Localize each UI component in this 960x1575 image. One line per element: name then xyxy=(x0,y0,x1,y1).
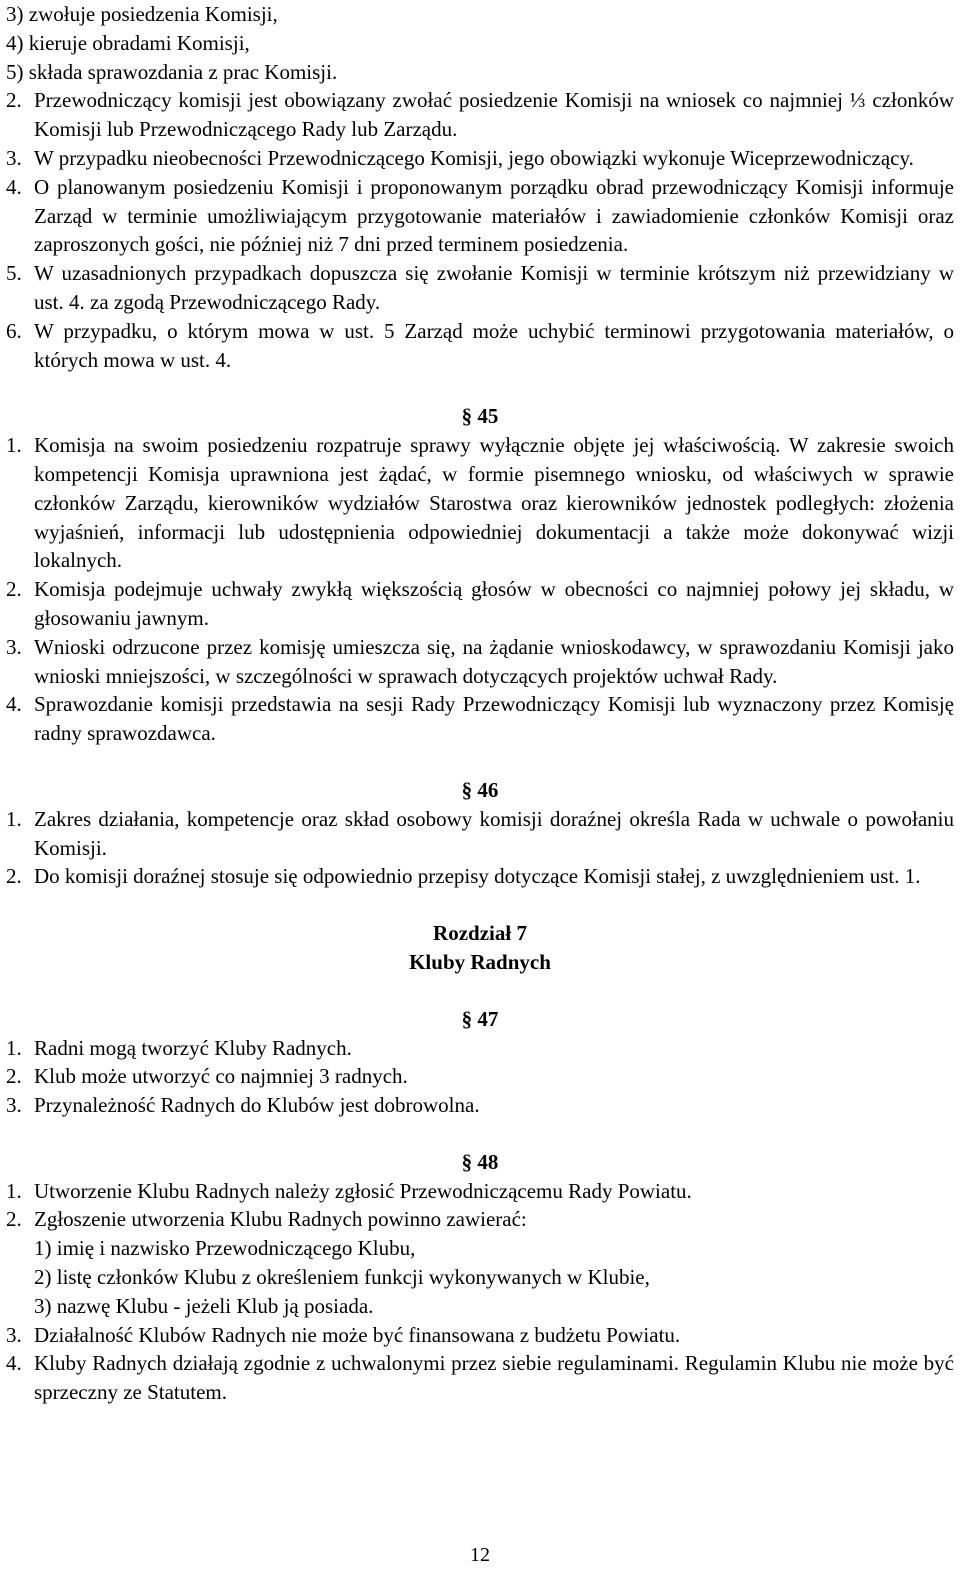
document-page xyxy=(6,0,954,1407)
point-text: O planowanym posiedzeniu Komisji i proponowanym porządku obrad przewodniczący Komisji informuje Zarząd w terminie umożliwiającym przygotowanie materiałów i zawiadomienie członków Komisji oraz zaproszonych gości, nie później niż 7 dni przed terminem posiedzenia. xyxy=(34,174,954,257)
list-item xyxy=(6,1177,954,1206)
point-text: Zgłoszenie utworzenia Klubu Radnych powinno zawierać: xyxy=(34,1207,527,1232)
list-item xyxy=(6,1205,954,1234)
point-number: 4. xyxy=(6,174,22,199)
point-text: Komisja podejmuje uchwały zwykłą większością głosów w obecności co najmniej połowy jej składu, w głosowaniu jawnym. xyxy=(34,577,954,630)
paragraph-45-points xyxy=(6,431,954,748)
point-text: W uzasadnionych przypadkach dopuszcza się zwołanie Komisji w terminie krótszym niż przewidziany w ust. 4. za zgodą Przewodniczącego Rady. xyxy=(34,261,954,314)
paragraph-46-title: § 46 xyxy=(461,777,499,802)
sub-item: 1) imię i nazwisko Przewodniczącego Klubu, xyxy=(34,1236,416,1261)
paragraph-48-title: § 48 xyxy=(461,1149,499,1174)
point-text: Przewodniczący komisji jest obowiązany zwołać posiedzenie Komisji na wniosek co najmniej ⅓ członków Komisji lub Przewodniczącego Rady lub Zarządu. xyxy=(34,88,954,142)
list-item xyxy=(6,86,954,144)
list-item xyxy=(6,431,954,575)
paragraph-47-title: § 47 xyxy=(461,1006,499,1031)
point-text: Do komisji doraźnej stosuje się odpowiednio przepisy dotyczące Komisji stałej, z uwzględnieniem ust. 1. xyxy=(34,864,921,889)
chapter-title: Kluby Radnych xyxy=(409,949,551,974)
point-number: 4. xyxy=(6,1351,22,1376)
paragraph-47-points xyxy=(6,1034,954,1120)
point-text: Klub może utworzyć co najmniej 3 radnych. xyxy=(34,1064,408,1089)
list-item xyxy=(6,575,954,633)
point-text: W przypadku, o którym mowa w ust. 5 Zarząd może uchybić terminowi przygotowania materiałów, o których mowa w ust. 4. xyxy=(34,318,954,372)
point-number: 3. xyxy=(6,634,22,659)
point-text: Przynależność Radnych do Klubów jest dobrowolna. xyxy=(34,1093,480,1118)
list-item: 5) składa sprawozdania z prac Komisji. xyxy=(6,59,338,84)
list-item: 4) kieruje obradami Komisji, xyxy=(6,30,250,55)
list-item xyxy=(6,805,954,863)
point-number: 6. xyxy=(6,318,22,343)
point-number: 2. xyxy=(6,577,22,602)
point-text: Działalność Klubów Radnych nie może być finansowana z budżetu Powiatu. xyxy=(34,1322,681,1347)
point-number: 5. xyxy=(6,261,22,286)
list-item xyxy=(6,633,954,691)
list-item xyxy=(6,862,954,891)
list-item xyxy=(6,259,954,317)
spacer xyxy=(6,891,954,919)
paragraph-45-title: § 45 xyxy=(461,404,499,429)
point-number: 1. xyxy=(6,806,22,831)
point-number: 2. xyxy=(6,864,22,889)
chapter-number: Rozdział 7 xyxy=(433,921,527,946)
list-item xyxy=(6,317,954,375)
point-text: Wnioski odrzucone przez komisję umieszcza się, na żądanie wnioskodawcy, w sprawozdaniu Komisji jako wnioski mniejszości, w szczególności w sprawach dotyczących projektów uchwał Rady. xyxy=(34,634,954,688)
list-item xyxy=(6,144,954,173)
point-text: Komisja na swoim posiedzeniu rozpatruje sprawy wyłącznie objęte jej właściwością. W zakresie swoich kompetencji Komisja uprawniona jest żądać, w formie pisemnego wniosku, od właściwych w sprawie członków Zarządu, kierowników wydziałów Starostwa oraz kierowników jednostek podległych: złożenia wyjaśnień, informacji lub udostępnienia odpowiedniej dokumentacji a także może dokonywać wizji lokalnych. xyxy=(34,433,954,573)
point-number: 2. xyxy=(6,88,22,113)
list-item xyxy=(6,1234,954,1263)
paragraph-48-points xyxy=(6,1177,954,1407)
list-item xyxy=(6,1091,954,1120)
list-item xyxy=(6,1034,954,1063)
point-text: Utworzenie Klubu Radnych należy zgłosić Przewodniczącemu Rady Powiatu. xyxy=(34,1178,692,1203)
list-item xyxy=(6,1321,954,1350)
point-text: Sprawozdanie komisji przedstawia na sesji Rady Przewodniczący Komisji lub wyznaczony przez Komisję radny sprawozdawca. xyxy=(34,692,954,746)
sub-item: 2) listę członków Klubu z określeniem funkcji wykonywanych w Klubie, xyxy=(34,1265,650,1290)
list-item xyxy=(6,1349,954,1407)
top-list xyxy=(6,0,954,86)
paragraph-46-points xyxy=(6,805,954,891)
point-text: Radni mogą tworzyć Kluby Radnych. xyxy=(34,1035,352,1060)
list-item xyxy=(6,690,954,748)
point-number: 3. xyxy=(6,1093,22,1118)
point-number: 4. xyxy=(6,692,22,717)
sub-item: 3) nazwę Klubu - jeżeli Klub ją posiada. xyxy=(34,1293,374,1318)
point-number: 1. xyxy=(6,1035,22,1060)
list-item xyxy=(6,1263,954,1292)
point-text: Kluby Radnych działają zgodnie z uchwalonymi przez siebie regulaminami. Regulamin Klubu nie może być sprzeczny ze Statutem. xyxy=(34,1351,954,1405)
list-item: 3) zwołuje posiedzenia Komisji, xyxy=(6,2,278,26)
list-item xyxy=(6,173,954,259)
point-number: 2. xyxy=(6,1207,22,1232)
point-number: 1. xyxy=(6,433,22,458)
list-item xyxy=(6,1292,954,1321)
page-number: 12 xyxy=(470,1544,490,1566)
list-item xyxy=(6,1062,954,1091)
point-number: 3. xyxy=(6,145,22,170)
point-number: 3. xyxy=(6,1322,22,1347)
point-text: Zakres działania, kompetencje oraz skład osobowy komisji doraźnej określa Rada w uchwale o powołaniu Komisji. xyxy=(34,806,954,860)
paragraph-44-points xyxy=(6,86,954,374)
point-number: 1. xyxy=(6,1178,22,1203)
point-text: W przypadku nieobecności Przewodniczącego Komisji, jego obowiązki wykonuje Wiceprzewodniczący. xyxy=(34,145,914,170)
point-number: 2. xyxy=(6,1064,22,1089)
